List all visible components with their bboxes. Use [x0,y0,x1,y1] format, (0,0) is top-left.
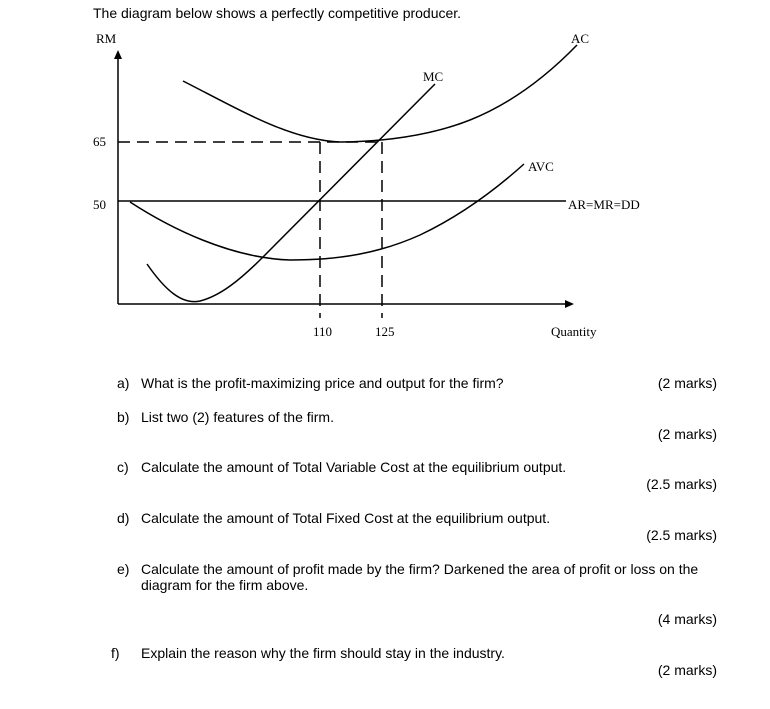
question-d [117,510,727,530]
marks-b: (2 marks) [657,426,717,442]
question-text: Calculate the amount of profit made by the firm? Darkened the area of profit or loss on the diagram for the firm above. [141,561,699,593]
mc-label: MC [423,69,444,84]
question-text: Calculate the amount of Total Variable Cost at the equilibrium output. [141,459,567,475]
question-label: a) [117,375,130,391]
y-tick-65: 65 [93,134,106,149]
question-b [117,409,727,429]
y-tick-50: 50 [93,197,106,212]
marks-a: (2 marks) [657,375,717,391]
marks-d: (2.5 marks) [646,527,717,543]
y-axis-arrow [114,50,122,59]
question-text: What is the profit-maximizing price and output for the firm? [141,375,504,391]
question-f [111,645,727,665]
question-label: f) [111,645,120,661]
ar-mr-dd-label: AR=MR=DD [568,197,640,212]
mc-curve [147,84,435,302]
x-tick-125: 125 [375,324,395,339]
question-label: d) [117,510,130,526]
question-label: c) [117,459,129,475]
ac-curve [183,45,577,142]
question-text: Explain the reason why the firm should stay in the industry. [141,645,505,661]
avc-label: AVC [528,159,554,174]
marks-e: (4 marks) [657,611,717,627]
avc-curve [130,164,524,260]
question-a [117,375,727,395]
question-label: b) [117,409,130,425]
y-axis-label: RM [96,31,117,46]
x-axis-arrow [565,300,574,308]
marks-f: (2 marks) [657,662,717,678]
x-tick-110: 110 [313,324,333,339]
question-text: Calculate the amount of Total Fixed Cost at the equilibrium output. [141,510,551,526]
question-e [117,561,727,601]
marks-c: (2.5 marks) [646,476,717,492]
cost-revenue-diagram [0,0,770,350]
question-label: e) [117,561,130,577]
x-axis-label: Quantity [551,324,597,339]
question-c [117,459,727,479]
intro-text: The diagram below shows a perfectly competitive producer. [93,5,462,21]
ac-label: AC [571,31,590,46]
question-text: List two (2) features of the firm. [141,409,334,425]
